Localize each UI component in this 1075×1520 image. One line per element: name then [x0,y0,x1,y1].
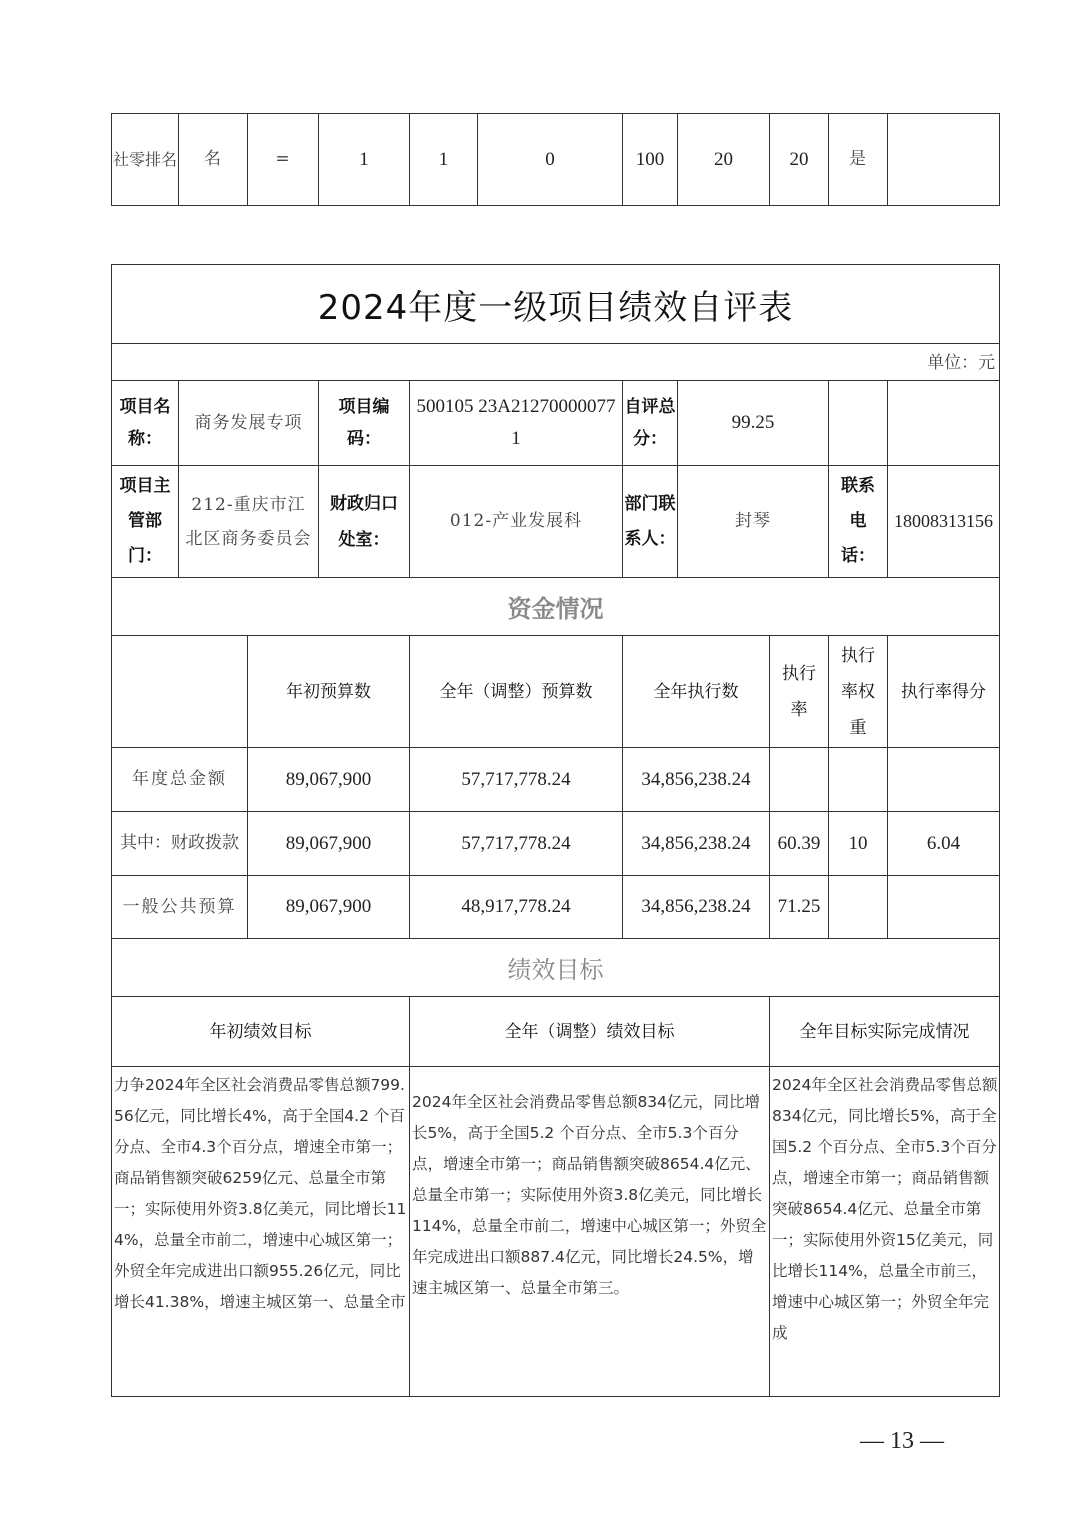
funds-row-initial: 89,067,900 [248,876,410,939]
funds-row-adjusted: 57,717,778.24 [410,812,623,876]
funds-row-name: 年度总金额 [112,748,248,812]
funds-row-executed: 34,856,238.24 [623,748,770,812]
funds-header-adjusted: 全年（调整）预算数 [410,636,623,748]
phone-label: 联系电话： [829,466,888,578]
dept-label: 项目主管部门： [112,466,179,578]
project-name-label: 项目名称： [112,381,179,466]
form-title: 2024年度一级项目绩效自评表 [112,265,1000,344]
funds-row-weight: 10 [829,812,888,876]
indicator-score: 20 [770,114,829,206]
top-table [111,113,1000,206]
funds-section-title: 资金情况 [112,578,1000,636]
goals-initial-text: 力争2024年全区社会消费品零售总额799.56亿元，同比增长4%，高于全国4.2 个百分点、全市4.3个百分点，增速全市第一；商品销售额突破6259亿元、总量全市第一；实际使用外资3.8亿美元，同比增长114%，总量全市前二，增速中心城区第一；外贸全年完成进出口额955.26亿元，同比增长41.38%，增速主城区第一、总量全市 [112,1067,410,1397]
goals-header-actual: 全年目标实际完成情况 [770,997,1000,1067]
indicator-deviation: 0 [478,114,623,206]
self-score-label: 自评总分： [623,381,678,466]
project-code: 500105 23A212700000771 [410,381,623,466]
funds-row-score [888,876,1000,939]
funds-header-rate: 执行率 [770,636,829,748]
funds-row [112,812,1000,876]
funds-header-executed: 全年执行数 [623,636,770,748]
unit-label: 单位：元 [112,344,1000,381]
indicator-name: 社零排名 [112,114,179,206]
funds-row-rate [770,748,829,812]
indicator-unit: 名 [179,114,248,206]
funds-row-executed: 34,856,238.24 [623,876,770,939]
funds-row-initial: 89,067,900 [248,748,410,812]
dept-contact-label: 部门联系人： [623,466,678,578]
dept-contact: 封琴 [678,466,829,578]
self-score: 99.25 [678,381,829,466]
funds-row-executed: 34,856,238.24 [623,812,770,876]
funds-row-score [888,748,1000,812]
goals-header-row [112,997,1000,1067]
indicator-completion: 100 [623,114,678,206]
indicator-note [888,114,1000,206]
page-number: — 13 — [860,1428,944,1454]
indicator-weight: 20 [678,114,770,206]
self-evaluation-form [111,264,1000,1397]
goals-content-row [112,1067,1000,1397]
funds-header-score: 执行率得分 [888,636,1000,748]
funds-row-rate: 60.39 [770,812,829,876]
finance-office: 012-产业发展科 [410,466,623,578]
funds-header-row [112,636,1000,748]
indicator-target: 1 [319,114,410,206]
indicator-actual: 1 [410,114,478,206]
funds-row-weight [829,876,888,939]
goals-actual-text: 2024年全区社会消费品零售总额834亿元，同比增长5%，高于全国5.2 个百分点、全市5.3个百分点，增速全市第一；商品销售额突破8654.4亿元、总量全市第一；实际使用外资15亿美元，同比增长114%，总量全市前三，增速中心城区第一；外贸全年完成 [770,1067,1000,1397]
project-code-label: 项目编码： [319,381,410,466]
funds-header-blank [112,636,248,748]
empty-cell [829,381,888,466]
empty-cell [888,381,1000,466]
funds-row-score: 6.04 [888,812,1000,876]
dept: 212-重庆市江北区商务委员会 [179,466,319,578]
goals-section-title: 绩效目标 [112,939,1000,997]
funds-row [112,876,1000,939]
goals-header-adjusted: 全年（调整）绩效目标 [410,997,770,1067]
funds-row-initial: 89,067,900 [248,812,410,876]
goals-header-initial: 年初绩效目标 [112,997,410,1067]
funds-row-adjusted: 57,717,778.24 [410,748,623,812]
goals-adjusted-text: 2024年全区社会消费品零售总额834亿元，同比增长5%，高于全国5.2 个百分点、全市5.3个百分点，增速全市第一；商品销售额突破8654.4亿元、总量全市第一；实际使用外资3.8亿美元，同比增长114%，总量全市前二，增速中心城区第一；外贸全年完成进出口额887.4亿元，同比增长24.5%，增速主城区第一、总量全市第三。 [410,1067,770,1397]
funds-row-weight [829,748,888,812]
project-name: 商务发展专项 [179,381,319,466]
funds-header-initial: 年初预算数 [248,636,410,748]
finance-office-label: 财政归口处室： [319,466,410,578]
indicator-achieved: 是 [829,114,888,206]
funds-header-weight: 执行率权重 [829,636,888,748]
indicator-operator: = [248,114,319,206]
funds-row-rate: 71.25 [770,876,829,939]
funds-row-name: 一般公共预算 [112,876,248,939]
phone: 18008313156 [888,466,1000,578]
funds-row-adjusted: 48,917,778.24 [410,876,623,939]
funds-row-name: 其中：财政拨款 [112,812,248,876]
funds-row [112,748,1000,812]
top-table-row [112,114,1000,206]
